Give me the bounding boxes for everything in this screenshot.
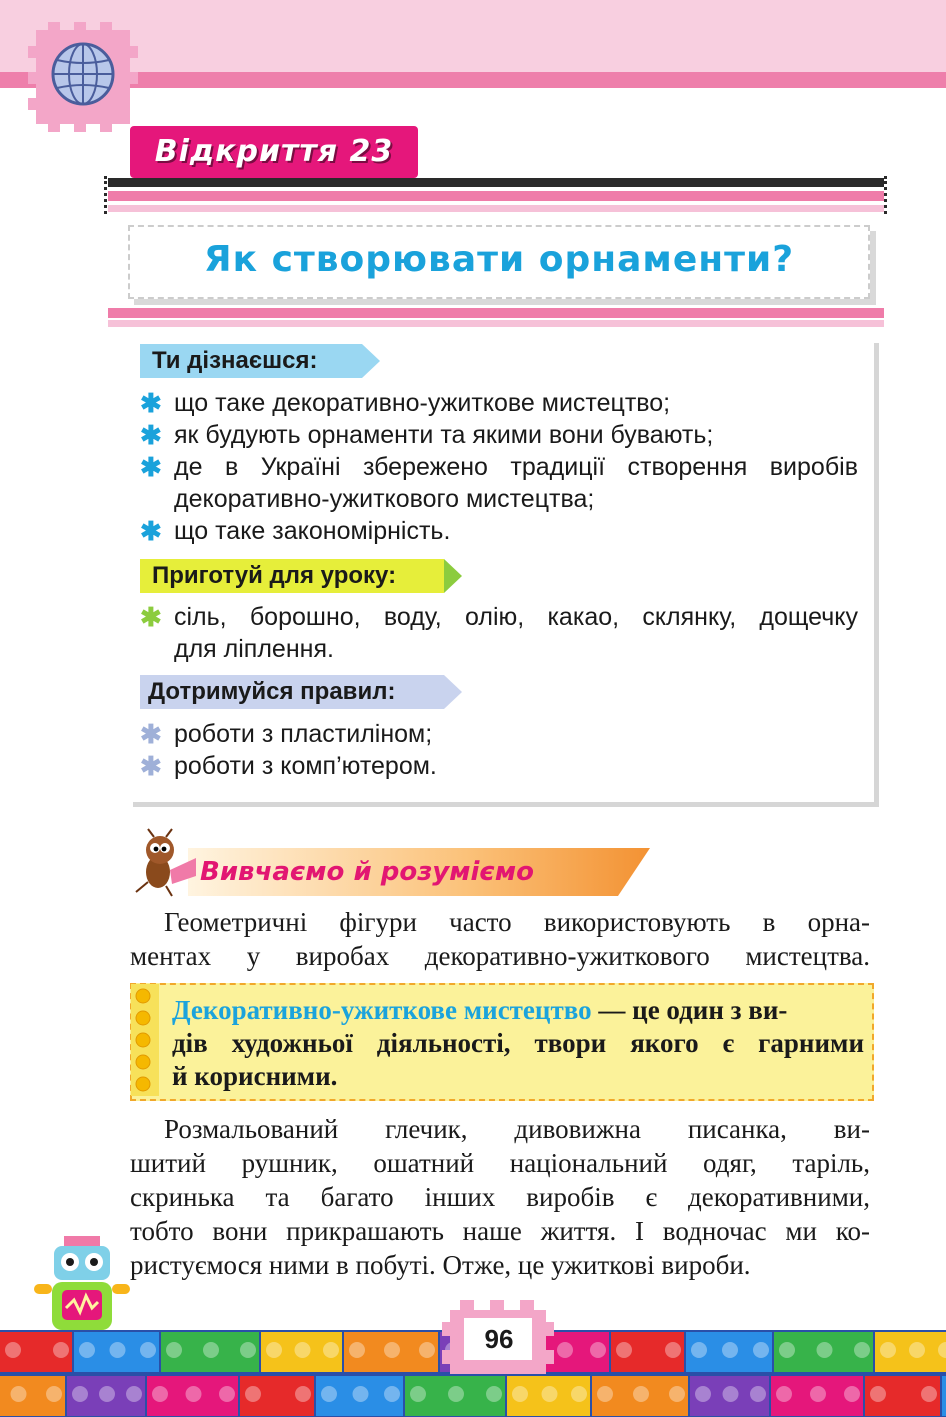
brick-stud xyxy=(722,1342,738,1358)
bullet-star-icon: ✱ xyxy=(140,516,162,546)
bullet-star-icon: ✱ xyxy=(140,452,162,482)
brick-stud xyxy=(349,1342,365,1358)
brick-stud xyxy=(695,1386,711,1402)
intro-line: Геометричні фігури часто використовують в орна- xyxy=(164,907,870,937)
brick-stud xyxy=(486,1386,502,1402)
brick-stud xyxy=(542,1386,558,1402)
body-line: тобто вони прикрашають наше життя. І водночас ми ко- xyxy=(130,1216,870,1246)
body-line: скринька та багато інших виробів є декоративними, xyxy=(130,1182,870,1212)
brick-stud xyxy=(384,1342,400,1358)
globe-icon xyxy=(28,22,138,132)
brick-stud xyxy=(753,1342,769,1358)
brick-stud xyxy=(126,1386,142,1402)
learn-tag-arrow xyxy=(362,344,380,378)
brick-stud xyxy=(353,1386,369,1402)
brick-stud xyxy=(665,1342,681,1358)
brick-stud xyxy=(880,1342,896,1358)
brick-stud xyxy=(245,1386,261,1402)
title-rule-cap-left xyxy=(104,176,113,214)
brick-stud xyxy=(410,1386,426,1402)
brick-stud xyxy=(597,1386,613,1402)
brick-stud xyxy=(295,1386,311,1402)
brick-stud xyxy=(448,1386,464,1402)
definition-line: й корисними. xyxy=(172,1061,338,1091)
list-item: що таке декоративно-ужиткове мистецтво; xyxy=(174,389,671,417)
list-item: де в Україні збережено традиції створення виробів xyxy=(174,453,858,481)
bullet-star-icon: ✱ xyxy=(140,388,162,418)
brick-stud xyxy=(72,1386,88,1402)
definition-text: — це один з ви- xyxy=(591,995,788,1025)
brick-stud xyxy=(5,1342,21,1358)
brick-stud xyxy=(419,1342,435,1358)
page-title: Як створювати орнаменти? xyxy=(203,239,795,280)
brick-stud xyxy=(152,1386,168,1402)
brick-stud xyxy=(240,1342,256,1358)
rules-tag-arrow xyxy=(444,675,462,709)
brick xyxy=(942,1376,946,1416)
bullet-star-icon: ✱ xyxy=(140,602,162,632)
brick-stud xyxy=(810,1386,826,1402)
brick-stud xyxy=(750,1386,766,1402)
brick-stud xyxy=(110,1342,126,1358)
brick-stud xyxy=(779,1342,795,1358)
bullet-star-icon: ✱ xyxy=(140,719,162,749)
list-item: роботи з комп’ютером. xyxy=(174,752,437,780)
section-heading: Вивчаємо й розуміємо xyxy=(200,857,534,887)
prepare-tag-arrow xyxy=(444,559,462,593)
brick-stud xyxy=(266,1342,282,1358)
body-line: ристуємося ними в побуті. Отже, це ужиткові вироби. xyxy=(130,1250,751,1280)
title-rule-bottom-light xyxy=(108,320,884,327)
brick-stud xyxy=(323,1342,339,1358)
brick-stud xyxy=(691,1342,707,1358)
brick-stud xyxy=(669,1386,685,1402)
brick-stud xyxy=(571,1386,587,1402)
brick-stud xyxy=(186,1386,202,1402)
prepare-tag: Приготуй для уроку: xyxy=(140,559,444,593)
brick-stud xyxy=(79,1342,95,1358)
brick-stud xyxy=(512,1386,528,1402)
title-rule-pink xyxy=(108,191,884,201)
discovery-label: Відкриття 23 xyxy=(154,134,394,169)
brick-stud xyxy=(616,1342,632,1358)
brick-stud xyxy=(844,1386,860,1402)
brick-stud xyxy=(557,1342,573,1358)
rules-tag: Дотримуйся правил: xyxy=(140,675,444,709)
brick-stud xyxy=(590,1342,606,1358)
brick-stud xyxy=(776,1386,792,1402)
brick-stud xyxy=(295,1342,311,1358)
title-rule-top xyxy=(108,178,884,187)
title-rule-cap-right xyxy=(884,176,893,214)
definition-term: Декоративно-ужиткове мистецтво xyxy=(172,995,592,1025)
header-band xyxy=(0,0,946,78)
definition-line xyxy=(172,994,864,1026)
list-item: що таке закономірність. xyxy=(174,517,451,545)
definition-line: дів художньої діяльності, твори якого є гарними xyxy=(172,1028,864,1058)
brick-stud xyxy=(203,1342,219,1358)
brick-stud xyxy=(854,1342,870,1358)
brick-stud xyxy=(723,1386,739,1402)
body-line: шитий рушник, ошатний національний одяг, таріль, xyxy=(130,1148,870,1178)
brick-stud xyxy=(140,1342,156,1358)
bullet-star-icon: ✱ xyxy=(140,420,162,450)
spiral-binding-icon xyxy=(131,984,159,1096)
header-stripe xyxy=(0,72,946,88)
brick-stud xyxy=(870,1386,886,1402)
brick-stud xyxy=(321,1386,337,1402)
brick-stud xyxy=(909,1342,925,1358)
list-item: сіль, борошно, воду, олію, какао, склянку, дощечку xyxy=(174,603,858,631)
learn-tag: Ти дізнаєшся: xyxy=(140,344,362,378)
intro-line: ментах у виробах декоративно-ужиткового мистецтва. xyxy=(130,941,870,971)
brick-stud xyxy=(817,1342,833,1358)
title-rule-bottom xyxy=(108,308,884,318)
body-line: Розмальований глечик, дивовижна писанка, ви- xyxy=(164,1114,870,1144)
brick-stud xyxy=(219,1386,235,1402)
brick-stud xyxy=(384,1386,400,1402)
ant-mascot-icon xyxy=(130,828,200,898)
list-item: роботи з пластиліном; xyxy=(174,720,433,748)
brick-stud xyxy=(921,1386,937,1402)
brick-stud xyxy=(633,1386,649,1402)
brick-stud xyxy=(166,1342,182,1358)
title-rule-light xyxy=(108,205,884,212)
brick-stud xyxy=(46,1386,62,1402)
brick-stud xyxy=(11,1386,27,1402)
list-item-continued: декоративно-ужиткового мистецтва; xyxy=(174,485,595,513)
list-item: як будують орнаменти та якими вони бувають; xyxy=(174,421,714,449)
list-item-continued: для ліплення. xyxy=(174,635,334,663)
brick-stud xyxy=(53,1342,69,1358)
brick-stud xyxy=(99,1386,115,1402)
bullet-star-icon: ✱ xyxy=(140,751,162,781)
page-number: 96 xyxy=(484,1324,514,1354)
